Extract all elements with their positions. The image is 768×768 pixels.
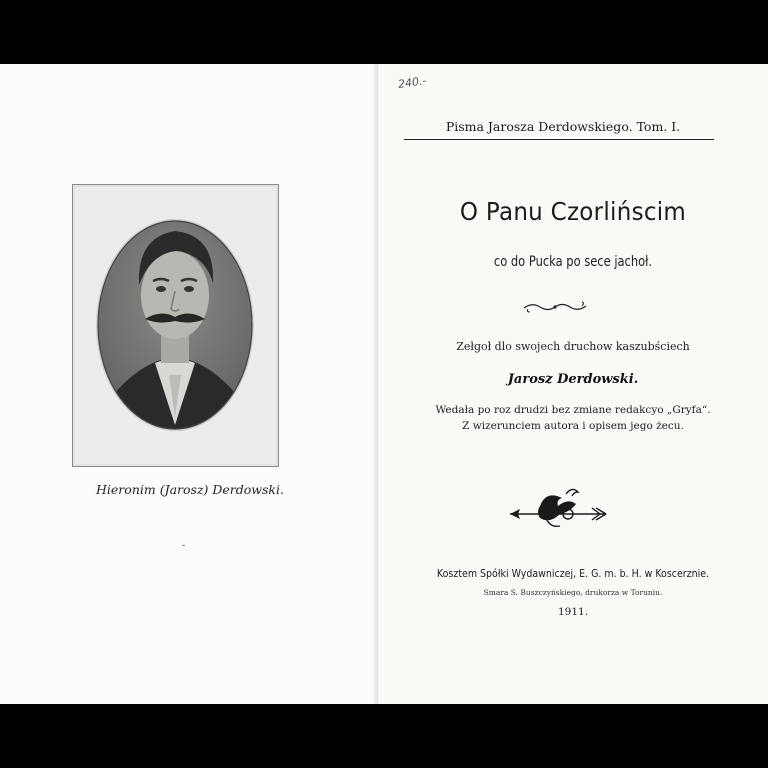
pencil-note: 240.- bbox=[397, 74, 428, 91]
right-page bbox=[378, 64, 768, 704]
edition-line-2: Z wizerunciem autora i opisem jego żecu. bbox=[462, 420, 684, 432]
book-subtitle: co do Pucka po sece jachoł. bbox=[493, 254, 653, 270]
author-portrait bbox=[72, 184, 279, 467]
edition-note bbox=[378, 402, 768, 434]
ink-speck: ˗ bbox=[182, 540, 186, 551]
publisher-line: Kosztem Spółki Wydawniczej, E. G. m. b. H. w Koscerznie. bbox=[436, 568, 710, 580]
edition-line-1: Wedała po roz drudzi bez zmiane redakcyo „Gryfa“. bbox=[435, 404, 711, 416]
portrait-caption: Hieronim (Jarosz) Derdowski. bbox=[96, 482, 284, 497]
dedication-line: Zełgoł dlo swojech druchow kaszubściech bbox=[456, 340, 690, 353]
publication-year: 1911. bbox=[557, 606, 589, 618]
flourish-ornament-icon bbox=[522, 300, 588, 314]
printer-line: Smara S. Buszczyńskiego, drukorza w Toruniu. bbox=[483, 588, 663, 597]
book-title: O Panu Czorlińscim bbox=[459, 197, 687, 226]
series-heading: Pisma Jarosza Derdowskiego. Tom. I. bbox=[445, 119, 681, 134]
arrow-emblem-ornament-icon bbox=[506, 484, 610, 534]
author-name: Jarosz Derdowski. bbox=[507, 372, 639, 387]
series-rule bbox=[404, 139, 714, 140]
left-page bbox=[0, 64, 378, 704]
portrait-icon bbox=[73, 185, 278, 466]
